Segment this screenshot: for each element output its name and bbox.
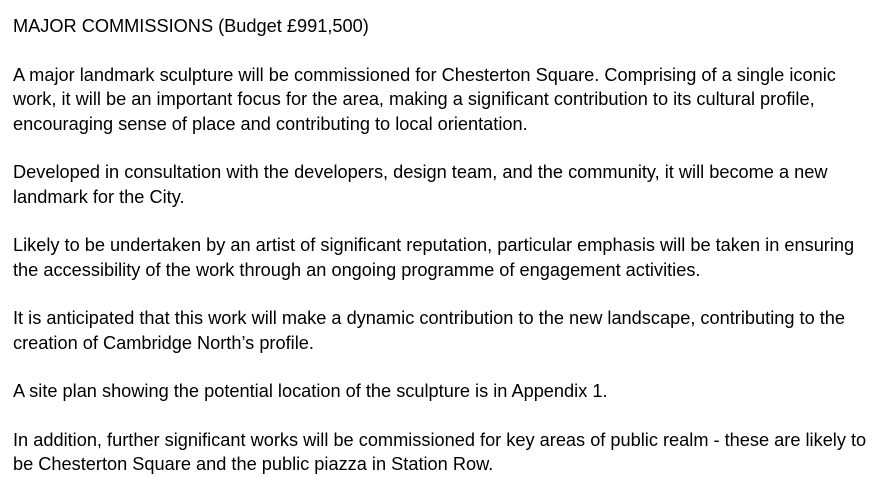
paragraph-site-plan: A site plan showing the potential location of the sculpture is in Appendix 1. (13, 381, 608, 401)
section-heading: MAJOR COMMISSIONS (Budget £991,500) (13, 16, 369, 36)
paragraph-artist-reputation: Likely to be undertaken by an artist of significant reputation, particular emphasis will be taken in ensuring the accessibility of the work through an ongoing programme of engagement activities. (13, 235, 855, 280)
document-body (13, 14, 883, 477)
paragraph-consultation: Developed in consultation with the developers, design team, and the community, it will become a new landmark for the City. (13, 162, 828, 207)
paragraph-dynamic-contribution: It is anticipated that this work will make a dynamic contribution to the new landscape, contributing to the creation of Cambridge North’s profile. (13, 308, 846, 353)
paragraph-additional-works: In addition, further significant works will be commissioned for key areas of public realm - these are likely to be Chesterton Square and the public piazza in Station Row. (13, 429, 867, 474)
paragraph-landmark-sculpture: A major landmark sculpture will be commissioned for Chesterton Square. Comprising of a single iconic work, it will be an important focus for the area, making a significant contribution to its cultural profile, encouraging sense of place and contributing to local orientation. (13, 64, 836, 134)
